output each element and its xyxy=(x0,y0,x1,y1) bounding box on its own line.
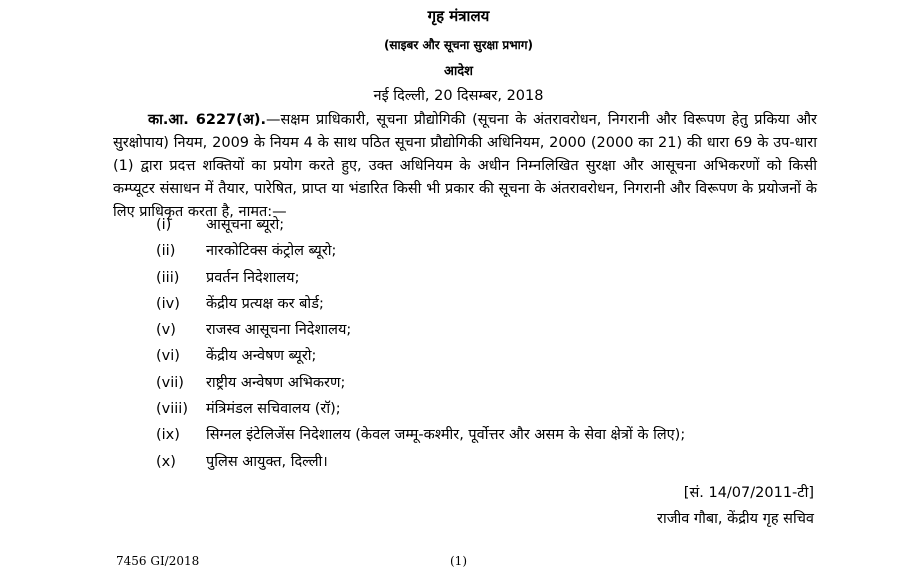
page-number: (1) xyxy=(450,554,467,568)
ministry-title: गृह मंत्रालय xyxy=(427,7,490,25)
agency-name: पुलिस आयुक्त, दिल्ली। xyxy=(206,453,328,470)
order-heading: आदेश xyxy=(443,64,474,79)
agency-name: राष्ट्रीय अन्वेषण अभिकरण; xyxy=(206,374,346,391)
list-item xyxy=(156,321,836,347)
agency-name: केंद्रीय अन्वेषण ब्यूरो; xyxy=(206,348,317,365)
agency-name: राजस्व आसूचना निदेशालय; xyxy=(206,322,352,339)
list-item xyxy=(156,269,836,295)
agency-name: मंत्रिमंडल सचिवालय (रॉ); xyxy=(206,401,341,418)
list-numeral: (i) xyxy=(156,217,172,233)
list-item xyxy=(156,374,836,400)
list-item xyxy=(156,295,836,321)
list-numeral: (vii) xyxy=(156,374,184,391)
list-item xyxy=(156,400,836,426)
list-numeral: (iv) xyxy=(156,295,180,312)
list-item xyxy=(156,453,836,479)
list-numeral: (iii) xyxy=(156,269,180,286)
order-text: —सक्षम प्राधिकारी, सूचना प्रौद्योगिकी (सूचना के अंतरावरोधन, निगरानी और विरूपण हेतु प्रकिया और सुरक्षोपाय) नियम, 2009 के नियम 4 के साथ पठित सूचना प्रौद्योगिकी अधिनियम, 2000 (2000 का 21) की धारा 69 के उप-धारा (1) द्वारा प्रदत्त शक्तियों का प्रयोग करते हुए, उक्त अधिनियम के अधीन निम्नलिखित सुरक्षा और आसूचना अभिकरणों को किसी कम्प्यूटर संसाधन में तैयार, पारेषित, प्राप्त या भंडारित किसी भी प्रकार की सूचना के अंतरावरोधन, निगरानी और विरूपण के प्रयोजनों के लिए प्राधिकृत करता है, नामत:— xyxy=(113,112,817,220)
list-numeral: (x) xyxy=(156,453,176,470)
signatory: राजीव गौबा, केंद्रीय गृह सचिव xyxy=(657,511,814,527)
list-numeral: (ii) xyxy=(156,243,176,260)
list-numeral: (v) xyxy=(156,322,176,339)
list-numeral: (viii) xyxy=(156,401,188,418)
agency-list xyxy=(156,216,836,479)
list-item xyxy=(156,426,836,452)
division-subtitle: (साइबर और सूचना सुरक्षा प्रभाग) xyxy=(383,38,534,52)
list-numeral: (ix) xyxy=(156,427,180,444)
order-body xyxy=(113,109,817,224)
file-reference: [सं. 14/07/2011-टी] xyxy=(683,485,814,501)
place-date: नई दिल्ली, 20 दिसम्बर, 2018 xyxy=(373,88,544,104)
agency-name: केंद्रीय प्रत्यक्ष कर बोर्ड; xyxy=(206,295,324,312)
list-numeral: (vi) xyxy=(156,348,180,365)
gazette-code: 7456 GI/2018 xyxy=(116,554,200,568)
notification-number: का.आ. 6227(अ). xyxy=(148,112,266,128)
list-item xyxy=(156,347,836,373)
agency-name: सिग्नल इंटेलिजेंस निदेशालय (केवल जम्मू-कश्मीर, पूर्वोत्तर और असम के सेवा क्षेत्रों के लिए); xyxy=(206,427,686,444)
agency-name: प्रवर्तन निदेशालय; xyxy=(206,269,300,286)
list-item xyxy=(156,242,836,268)
agency-name: आसूचना ब्यूरो; xyxy=(206,217,285,233)
list-item xyxy=(156,216,836,242)
agency-name: नारकोटिक्स कंट्रोल ब्यूरो; xyxy=(206,243,337,260)
